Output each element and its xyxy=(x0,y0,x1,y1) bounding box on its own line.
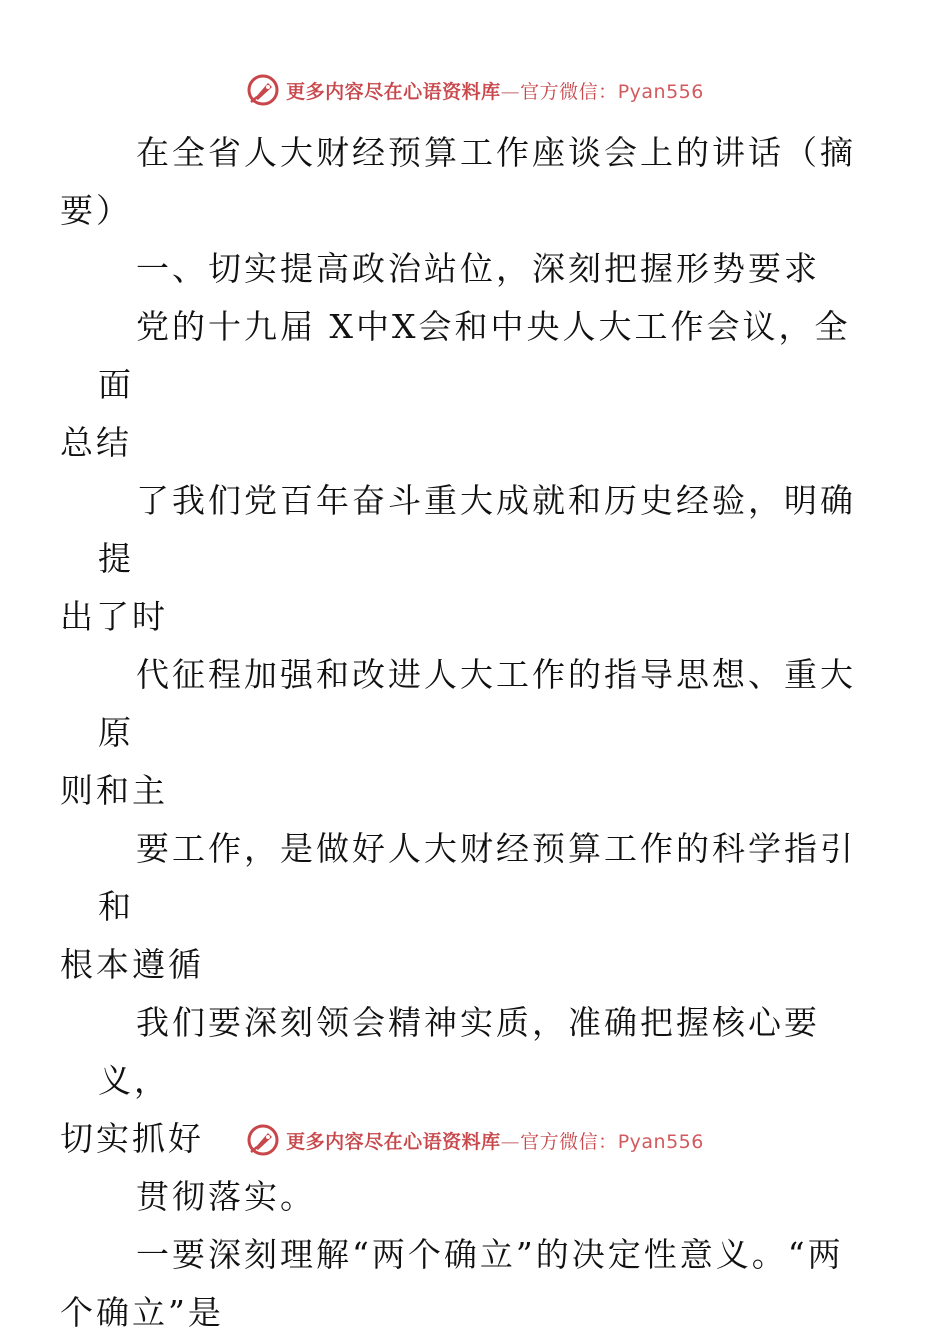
watermark-text xyxy=(286,1127,704,1154)
text-line: 根本遵循 xyxy=(60,945,204,984)
paragraph xyxy=(60,298,868,472)
watermark-separator: — xyxy=(500,1130,521,1153)
text-line: 总结 xyxy=(60,423,132,462)
watermark-label: 官方微信： xyxy=(520,1130,618,1153)
pen-nib-logo-icon xyxy=(246,73,280,107)
watermark-brand: 更多内容尽在心语资料库 xyxy=(286,80,501,103)
header-watermark xyxy=(0,72,950,108)
watermark-separator: — xyxy=(500,80,521,103)
text-line: 个确立”是 xyxy=(60,1293,224,1332)
text-line: 党的十九届 X中X会和中央人大工作会议，全面 xyxy=(98,307,851,404)
watermark-label: 官方微信： xyxy=(520,80,618,103)
paragraph xyxy=(60,472,868,646)
watermark-id: Pyan556 xyxy=(617,80,704,103)
paragraph xyxy=(98,1168,868,1226)
text-line: 了我们党百年奋斗重大成就和历史经验，明确提 xyxy=(98,481,856,578)
paragraph-title xyxy=(60,124,868,240)
text-line: 我们要深刻领会精神实质，准确把握核心要义， xyxy=(98,1003,820,1100)
text-line: 一、切实提高政治站位，深刻把握形势要求 xyxy=(136,249,820,288)
paragraph xyxy=(60,646,868,820)
text-line: 出了时 xyxy=(60,597,168,636)
text-line: 在全省人大财经预算工作座谈会上的讲话（摘 xyxy=(136,133,856,172)
watermark-id: Pyan556 xyxy=(617,1130,704,1153)
text-line: 贯彻落实。 xyxy=(136,1177,316,1216)
document-body xyxy=(60,124,868,1342)
text-line: 则和主 xyxy=(60,771,168,810)
text-line: 要） xyxy=(60,191,132,230)
text-line: 一要深刻理解“两个确立”的决定性意义。“两 xyxy=(136,1235,844,1274)
watermark-brand: 更多内容尽在心语资料库 xyxy=(286,1130,501,1153)
text-line: 要工作，是做好人大财经预算工作的科学指引和 xyxy=(98,829,856,926)
footer-watermark xyxy=(0,1122,950,1158)
paragraph xyxy=(60,820,868,994)
text-line: 代征程加强和改进人大工作的指导思想、重大原 xyxy=(98,655,856,752)
watermark-text xyxy=(286,77,704,104)
text-line: 切实抓好 xyxy=(60,1119,204,1158)
paragraph xyxy=(60,1226,868,1342)
paragraph-section-heading xyxy=(98,240,868,298)
pen-nib-logo-icon xyxy=(246,1123,280,1157)
